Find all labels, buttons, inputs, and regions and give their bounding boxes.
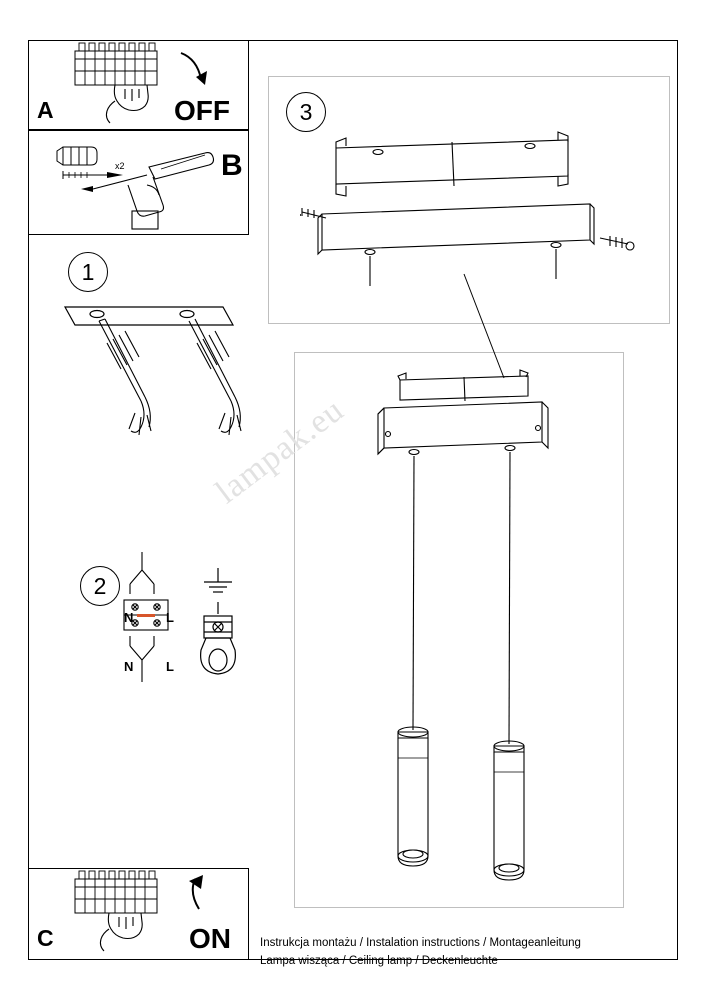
step-1-badge: [68, 252, 108, 292]
caption-line-1: Instrukcja montażu / Instalation instructions / Montageanleitung: [260, 937, 581, 949]
panel-step-a: [28, 40, 249, 130]
step-2-badge: [80, 566, 120, 606]
step-2-label: 2: [93, 572, 107, 599]
terminal-label-l-top: L: [166, 610, 175, 625]
step-3-label: 3: [299, 98, 313, 125]
step-b-illustration: [29, 131, 248, 234]
step-3-badge: [286, 92, 326, 132]
product-illustration: [338, 366, 588, 906]
caption-line-2: Lampa wisząca / Ceiling lamp / Deckenleuchte: [260, 955, 498, 967]
terminal-label-n-top: N: [124, 610, 134, 625]
step-c-action-text: ON: [189, 923, 231, 954]
terminal-label-l-bottom: L: [166, 659, 175, 674]
step-1-label: 1: [81, 258, 95, 285]
step3-product-connector: [460, 272, 520, 382]
earth-ground-icon: [188, 562, 248, 707]
panel-step-b: [28, 130, 249, 235]
watermark: lampak.eu: [208, 391, 351, 511]
step-b-label: B: [221, 149, 243, 182]
step-1-illustration: [55, 295, 285, 465]
panel-step-c: [28, 868, 249, 960]
terminal-label-n-bottom: N: [124, 659, 134, 674]
step-a-label: A: [37, 97, 55, 123]
step-b-quantity: x2: [115, 161, 125, 171]
step-a-action-text: OFF: [174, 95, 230, 126]
step-c-label: C: [37, 925, 55, 951]
